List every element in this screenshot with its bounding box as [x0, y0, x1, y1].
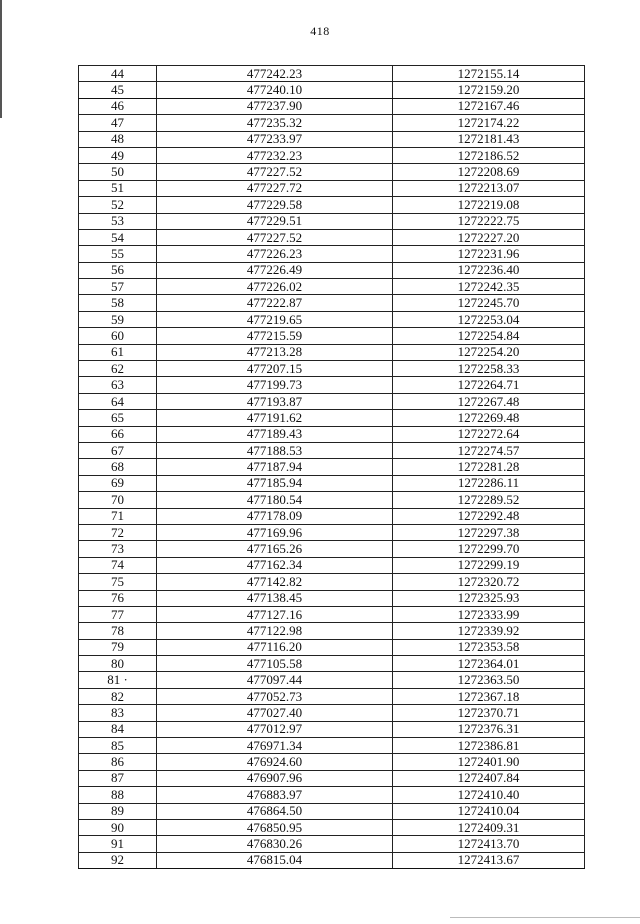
table-row	[79, 787, 585, 803]
table-row	[79, 131, 585, 147]
table-row	[79, 115, 585, 131]
x-coordinate-cell: 477027.40	[157, 705, 393, 721]
point-number-cell: 76	[79, 590, 157, 606]
y-coordinate-cell: 1272245.70	[393, 295, 585, 311]
point-number-cell: 87	[79, 770, 157, 786]
x-coordinate-cell: 477232.23	[157, 147, 393, 163]
point-number-cell: 73	[79, 541, 157, 557]
y-coordinate-cell: 1272367.18	[393, 688, 585, 704]
point-number-cell: 68	[79, 459, 157, 475]
y-coordinate-cell: 1272174.22	[393, 115, 585, 131]
y-coordinate-cell: 1272272.64	[393, 426, 585, 442]
y-coordinate-cell: 1272353.58	[393, 639, 585, 655]
table-row	[79, 262, 585, 278]
x-coordinate-cell: 477122.98	[157, 623, 393, 639]
table-row	[79, 524, 585, 540]
table-row	[79, 393, 585, 409]
y-coordinate-cell: 1272242.35	[393, 279, 585, 295]
table-row	[79, 705, 585, 721]
y-coordinate-cell: 1272363.50	[393, 672, 585, 688]
table-row	[79, 492, 585, 508]
x-coordinate-cell: 477242.23	[157, 66, 393, 82]
x-coordinate-cell: 477185.94	[157, 475, 393, 491]
table-row	[79, 688, 585, 704]
point-number-cell: 85	[79, 738, 157, 754]
x-coordinate-cell: 477237.90	[157, 98, 393, 114]
y-coordinate-cell: 1272410.40	[393, 787, 585, 803]
y-coordinate-cell: 1272410.04	[393, 803, 585, 819]
table-row	[79, 754, 585, 770]
y-coordinate-cell: 1272401.90	[393, 754, 585, 770]
table-row	[79, 656, 585, 672]
y-coordinate-cell: 1272208.69	[393, 164, 585, 180]
point-number-cell: 70	[79, 492, 157, 508]
table-row	[79, 574, 585, 590]
table-row	[79, 295, 585, 311]
x-coordinate-cell: 477207.15	[157, 361, 393, 377]
point-number-cell: 66	[79, 426, 157, 442]
point-number-cell: 62	[79, 361, 157, 377]
x-coordinate-cell: 477180.54	[157, 492, 393, 508]
x-coordinate-cell: 476830.26	[157, 836, 393, 852]
table-row	[79, 344, 585, 360]
point-number-cell: 46	[79, 98, 157, 114]
table-row	[79, 82, 585, 98]
scan-edge-mark	[0, 0, 2, 118]
table-row	[79, 508, 585, 524]
x-coordinate-cell: 477227.72	[157, 180, 393, 196]
point-number-cell: 57	[79, 279, 157, 295]
point-number-cell: 80	[79, 656, 157, 672]
point-number-cell: 50	[79, 164, 157, 180]
point-number-cell: 55	[79, 246, 157, 262]
table-row	[79, 311, 585, 327]
x-coordinate-cell: 477116.20	[157, 639, 393, 655]
y-coordinate-cell: 1272370.71	[393, 705, 585, 721]
x-coordinate-cell: 477097.44	[157, 672, 393, 688]
point-number-cell: 78	[79, 623, 157, 639]
point-number-cell: 53	[79, 213, 157, 229]
point-number-cell: 45	[79, 82, 157, 98]
point-number-cell: 82	[79, 688, 157, 704]
table-row	[79, 442, 585, 458]
table-row	[79, 147, 585, 163]
x-coordinate-cell: 477178.09	[157, 508, 393, 524]
y-coordinate-cell: 1272407.84	[393, 770, 585, 786]
x-coordinate-cell: 477187.94	[157, 459, 393, 475]
point-number-cell: 89	[79, 803, 157, 819]
x-coordinate-cell: 477127.16	[157, 606, 393, 622]
point-number-cell: 64	[79, 393, 157, 409]
scan-bottom-line	[450, 917, 640, 918]
table-row	[79, 279, 585, 295]
table-row	[79, 328, 585, 344]
y-coordinate-cell: 1272269.48	[393, 410, 585, 426]
table-row	[79, 590, 585, 606]
x-coordinate-cell: 477215.59	[157, 328, 393, 344]
table-row	[79, 836, 585, 852]
point-number-cell: 44	[79, 66, 157, 82]
table-row	[79, 819, 585, 835]
x-coordinate-cell: 476883.97	[157, 787, 393, 803]
point-number-cell: 71	[79, 508, 157, 524]
x-coordinate-cell: 477227.52	[157, 164, 393, 180]
point-number-cell: 56	[79, 262, 157, 278]
y-coordinate-cell: 1272264.71	[393, 377, 585, 393]
y-coordinate-cell: 1272254.20	[393, 344, 585, 360]
y-coordinate-cell: 1272376.31	[393, 721, 585, 737]
y-coordinate-cell: 1272267.48	[393, 393, 585, 409]
point-number-cell: 59	[79, 311, 157, 327]
table-row	[79, 180, 585, 196]
x-coordinate-cell: 476815.04	[157, 852, 393, 868]
point-number-cell: 67	[79, 442, 157, 458]
point-number-cell: 52	[79, 197, 157, 213]
x-coordinate-cell: 477142.82	[157, 574, 393, 590]
x-coordinate-cell: 477222.87	[157, 295, 393, 311]
point-number-cell: 51	[79, 180, 157, 196]
table-row	[79, 459, 585, 475]
point-number-cell: 61	[79, 344, 157, 360]
y-coordinate-cell: 1272386.81	[393, 738, 585, 754]
point-number-cell: 90	[79, 819, 157, 835]
y-coordinate-cell: 1272219.08	[393, 197, 585, 213]
y-coordinate-cell: 1272292.48	[393, 508, 585, 524]
x-coordinate-cell: 477162.34	[157, 557, 393, 573]
table-row	[79, 164, 585, 180]
table-row	[79, 557, 585, 573]
point-number-cell: 54	[79, 229, 157, 245]
y-coordinate-cell: 1272281.28	[393, 459, 585, 475]
point-number-cell: 48	[79, 131, 157, 147]
x-coordinate-cell: 477235.32	[157, 115, 393, 131]
y-coordinate-cell: 1272236.40	[393, 262, 585, 278]
point-number-cell: 84	[79, 721, 157, 737]
point-number-cell: 81 ·	[79, 672, 157, 688]
x-coordinate-cell: 476850.95	[157, 819, 393, 835]
y-coordinate-cell: 1272155.14	[393, 66, 585, 82]
table-row	[79, 98, 585, 114]
point-number-cell: 75	[79, 574, 157, 590]
x-coordinate-cell: 477229.58	[157, 197, 393, 213]
point-number-cell: 65	[79, 410, 157, 426]
point-number-cell: 77	[79, 606, 157, 622]
point-number-cell: 86	[79, 754, 157, 770]
table-row	[79, 672, 585, 688]
table-row	[79, 213, 585, 229]
y-coordinate-cell: 1272231.96	[393, 246, 585, 262]
point-number-cell: 63	[79, 377, 157, 393]
y-coordinate-cell: 1272258.33	[393, 361, 585, 377]
page-number: 418	[310, 24, 330, 38]
table-row	[79, 361, 585, 377]
y-coordinate-cell: 1272181.43	[393, 131, 585, 147]
table-row	[79, 377, 585, 393]
y-coordinate-cell: 1272286.11	[393, 475, 585, 491]
x-coordinate-cell: 477226.02	[157, 279, 393, 295]
y-coordinate-cell: 1272325.93	[393, 590, 585, 606]
table-row	[79, 246, 585, 262]
x-coordinate-cell: 477226.49	[157, 262, 393, 278]
coordinates-table	[78, 65, 585, 869]
x-coordinate-cell: 477188.53	[157, 442, 393, 458]
y-coordinate-cell: 1272253.04	[393, 311, 585, 327]
x-coordinate-cell: 477229.51	[157, 213, 393, 229]
point-number-cell: 91	[79, 836, 157, 852]
point-number-cell: 92	[79, 852, 157, 868]
table-row	[79, 541, 585, 557]
y-coordinate-cell: 1272413.67	[393, 852, 585, 868]
y-coordinate-cell: 1272339.92	[393, 623, 585, 639]
point-number-cell: 72	[79, 524, 157, 540]
x-coordinate-cell: 477226.23	[157, 246, 393, 262]
y-coordinate-cell: 1272409.31	[393, 819, 585, 835]
point-number-cell: 60	[79, 328, 157, 344]
point-number-cell: 47	[79, 115, 157, 131]
table-row	[79, 770, 585, 786]
table-row	[79, 229, 585, 245]
x-coordinate-cell: 477012.97	[157, 721, 393, 737]
x-coordinate-cell: 477233.97	[157, 131, 393, 147]
point-number-cell: 69	[79, 475, 157, 491]
x-coordinate-cell: 477227.52	[157, 229, 393, 245]
table-row	[79, 606, 585, 622]
x-coordinate-cell: 476924.60	[157, 754, 393, 770]
point-number-cell: 88	[79, 787, 157, 803]
y-coordinate-cell: 1272167.46	[393, 98, 585, 114]
point-number-cell: 58	[79, 295, 157, 311]
coordinates-table-body	[79, 66, 585, 869]
table-row	[79, 66, 585, 82]
x-coordinate-cell: 476864.50	[157, 803, 393, 819]
y-coordinate-cell: 1272186.52	[393, 147, 585, 163]
x-coordinate-cell: 477105.58	[157, 656, 393, 672]
y-coordinate-cell: 1272320.72	[393, 574, 585, 590]
x-coordinate-cell: 477189.43	[157, 426, 393, 442]
x-coordinate-cell: 476971.34	[157, 738, 393, 754]
table-row	[79, 623, 585, 639]
x-coordinate-cell: 477169.96	[157, 524, 393, 540]
y-coordinate-cell: 1272289.52	[393, 492, 585, 508]
table-row	[79, 197, 585, 213]
point-number-cell: 74	[79, 557, 157, 573]
y-coordinate-cell: 1272227.20	[393, 229, 585, 245]
x-coordinate-cell: 477191.62	[157, 410, 393, 426]
y-coordinate-cell: 1272222.75	[393, 213, 585, 229]
point-number-cell: 49	[79, 147, 157, 163]
y-coordinate-cell: 1272254.84	[393, 328, 585, 344]
table-row	[79, 738, 585, 754]
y-coordinate-cell: 1272299.70	[393, 541, 585, 557]
x-coordinate-cell: 476907.96	[157, 770, 393, 786]
table-row	[79, 803, 585, 819]
y-coordinate-cell: 1272413.70	[393, 836, 585, 852]
y-coordinate-cell: 1272159.20	[393, 82, 585, 98]
x-coordinate-cell: 477213.28	[157, 344, 393, 360]
y-coordinate-cell: 1272274.57	[393, 442, 585, 458]
x-coordinate-cell: 477240.10	[157, 82, 393, 98]
y-coordinate-cell: 1272333.99	[393, 606, 585, 622]
table-row	[79, 852, 585, 868]
x-coordinate-cell: 477138.45	[157, 590, 393, 606]
table-row	[79, 426, 585, 442]
x-coordinate-cell: 477052.73	[157, 688, 393, 704]
x-coordinate-cell: 477219.65	[157, 311, 393, 327]
y-coordinate-cell: 1272364.01	[393, 656, 585, 672]
x-coordinate-cell: 477193.87	[157, 393, 393, 409]
x-coordinate-cell: 477165.26	[157, 541, 393, 557]
table-row	[79, 410, 585, 426]
table-row	[79, 639, 585, 655]
y-coordinate-cell: 1272299.19	[393, 557, 585, 573]
y-coordinate-cell: 1272213.07	[393, 180, 585, 196]
table-row	[79, 721, 585, 737]
y-coordinate-cell: 1272297.38	[393, 524, 585, 540]
x-coordinate-cell: 477199.73	[157, 377, 393, 393]
table-row	[79, 475, 585, 491]
point-number-cell: 79	[79, 639, 157, 655]
point-number-cell: 83	[79, 705, 157, 721]
